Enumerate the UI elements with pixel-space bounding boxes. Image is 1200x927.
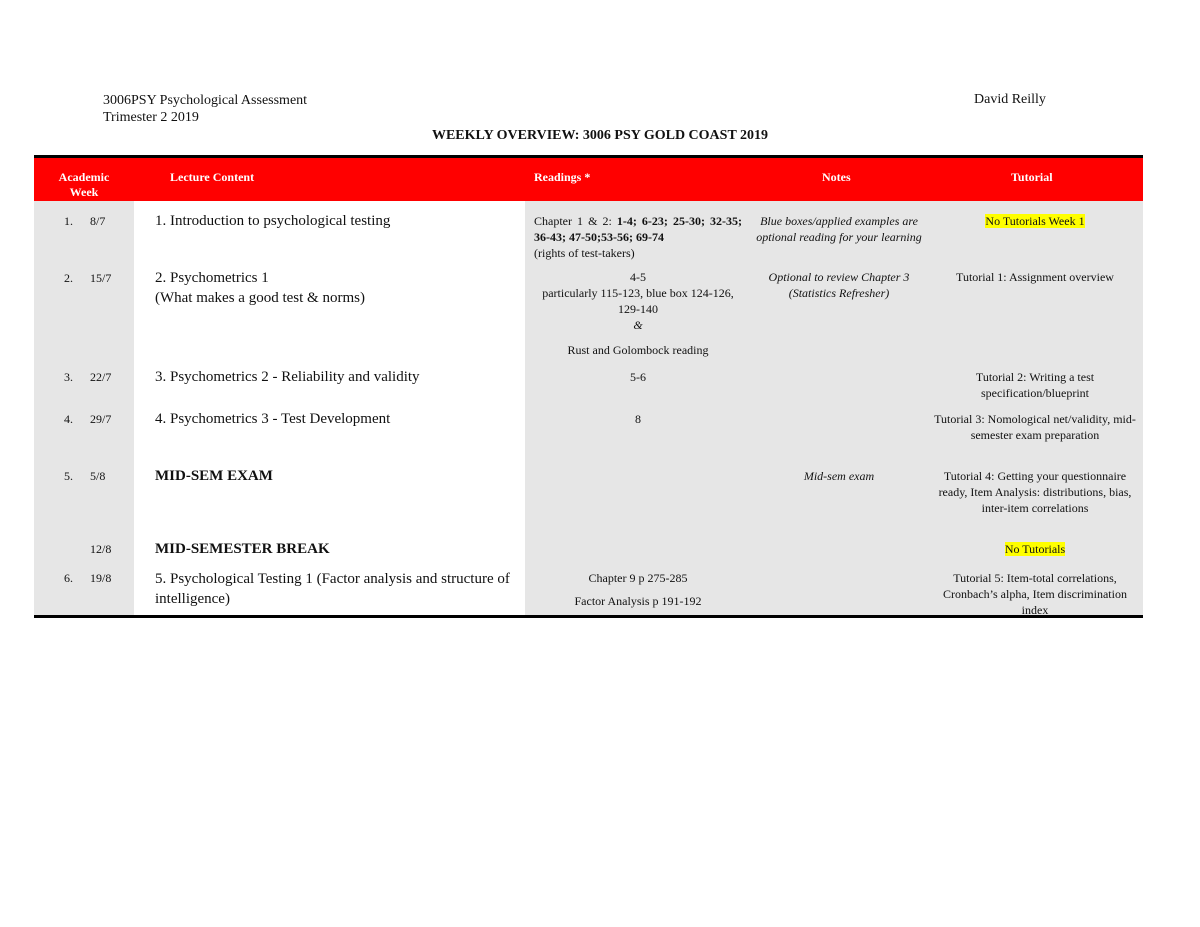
table-header (34, 158, 1143, 201)
column-header-readings: Readings * (534, 170, 591, 184)
author-name: David Reilly (974, 92, 1046, 107)
table-row-week: 12/8 (90, 542, 112, 556)
tutorial-cell: Tutorial 2: Writing a test specification/blueprint (975, 370, 1095, 400)
table-row-week: 2. 15/7 (64, 271, 112, 285)
column-header-tutorial: Tutorial (1011, 170, 1053, 184)
lecture-cell: 1. Introduction to psychological testing (155, 213, 391, 229)
column-header-week: Academic Week (58, 170, 110, 199)
table-row-week: 1. 8/7 (64, 214, 106, 228)
tutorial-cell: Tutorial 1: Assignment overview (956, 270, 1114, 284)
readings-cell: Chapter 9 p 275-285 Factor Analysis p 191-192 (574, 571, 702, 608)
tutorial-cell: Tutorial 3: Nomological net/validity, mid-semester exam preparation (934, 412, 1136, 442)
column-header-lecture: Lecture Content (170, 170, 255, 184)
readings-cell: 5-6 (630, 370, 646, 384)
lecture-cell: 2. Psychometrics 1 (What makes a good test & norms) (155, 270, 365, 306)
no-tutorial-highlight: No Tutorials (1004, 542, 1066, 556)
lecture-cell: 4. Psychometrics 3 - Test Development (155, 411, 391, 427)
readings-cell: Chapter 1 & 2: 1-4; 6-23; 25-30; 32-35; 36-43; 47-50;53-56; 69-74 (rights of test-takers) (534, 214, 743, 260)
notes-cell: Optional to review Chapter 3 (Statistics Refresher) (768, 270, 910, 300)
tutorial-cell: Tutorial 4: Getting your questionnaire ready, Item Analysis: distributions, bias, inter-item correlations (938, 469, 1132, 515)
column-header-notes: Notes (822, 170, 851, 184)
readings-cell: 8 (635, 412, 641, 426)
notes-cell: Blue boxes/applied examples are optional reading for your learning (756, 214, 922, 244)
tutorial-cell (932, 213, 1138, 229)
lecture-cell: 5. Psychological Testing 1 (Factor analysis and structure of intelligence) (155, 571, 510, 607)
tutorial-cell: Tutorial 5: Item-total correlations, Cronbach’s alpha, Item discrimination index (943, 571, 1127, 617)
lecture-cell: MID-SEM EXAM (155, 468, 273, 484)
term: Trimester 2 2019 (103, 110, 199, 125)
lecture-cell: 3. Psychometrics 2 - Reliability and validity (155, 369, 420, 385)
table-row-week: 4. 29/7 (64, 412, 112, 426)
document-header (103, 92, 307, 126)
tutorial-cell (932, 541, 1138, 557)
notes-cell: Mid-sem exam (803, 469, 875, 483)
table-row-week: 3. 22/7 (64, 370, 112, 384)
page-title: WEEKLY OVERVIEW: 3006 PSY GOLD COAST 2019 (431, 128, 769, 143)
no-tutorial-highlight: No Tutorials Week 1 (985, 214, 1085, 228)
weekly-overview-table (34, 155, 1143, 618)
lecture-cell: MID-SEMESTER BREAK (155, 541, 330, 557)
table-row-week: 6. 19/8 (64, 571, 112, 585)
course-name: 3006PSY Psychological Assessment (103, 93, 308, 108)
readings-cell: 4-5 particularly 115-123, blue box 124-126, 129-140 & Rust and Golombock reading (542, 270, 734, 357)
table-body (34, 201, 1143, 615)
table-row-week: 5. 5/8 (64, 469, 106, 483)
